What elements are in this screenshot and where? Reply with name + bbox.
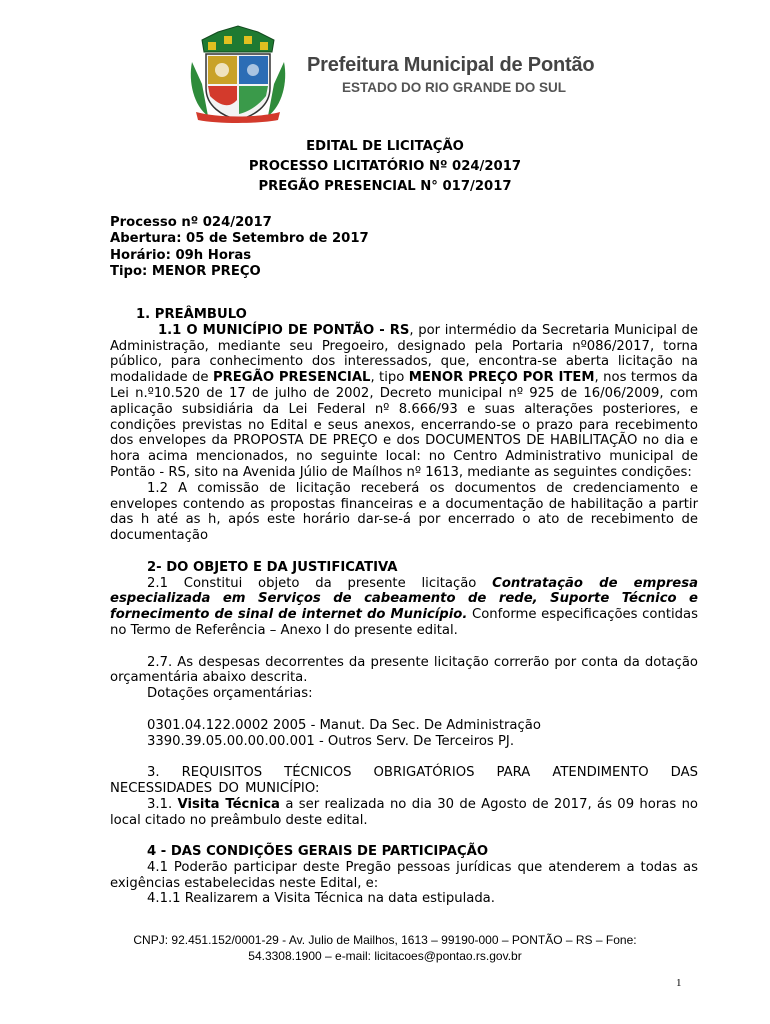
municipal-coat-of-arms-icon <box>188 22 288 124</box>
auction-number-title: PREGÃO PRESENCIAL N° 017/2017 <box>258 179 512 194</box>
paragraph-text: 2.1 Constitui objeto da presente licitação <box>147 575 493 591</box>
paragraph-bold: PREGÃO PRESENCIAL <box>212 370 371 386</box>
section-heading-object: 2- DO OBJETO E DA JUSTIFICATIVA <box>147 559 398 575</box>
paragraph-text: 3.1. <box>147 796 178 812</box>
process-number-title: PROCESSO LICITATÓRIO Nº 024/2017 <box>248 159 522 174</box>
paragraph-text: , nos termos da Lei n.º10.520 de 17 de julho de 2002, Decreto municipal nº 925 de 16/06/2009, com aplicação subsidiária da Lei Federal nº 8.666/93 e suas alterações posteriores, e condições previstas no Edital e seus anexos, encerrando-se o prazo para recebimento dos envelopes da PROPOSTA DE PREÇO e dos DOCUMENTOS DE HABILITAÇÃO no dia e hora acima mencionados, no seguinte local: no Centro Administrativo municipal de Pontão - RS, sito na Avenida Júlio de Maílhos nº 1613, mediante as seguintes condições: <box>110 370 698 480</box>
paragraph-bold: MENOR PREÇO POR ITEM <box>408 370 595 386</box>
bid-type: Tipo: MENOR PREÇO <box>110 264 261 280</box>
document-title: EDITAL DE LICITAÇÃO <box>306 139 464 154</box>
paragraph-3-1 <box>110 797 698 829</box>
page-number: 1 <box>676 977 682 989</box>
paragraph-text: , por intermédio da Secretaria Municipal de Administração, mediante seu Pregoeiro, designado pela Portaria nº086/2017, torna público, para conhecimento dos interessados, que, encontra-se aberta licitação na modalidade de <box>110 322 698 386</box>
paragraph-text: Conforme especificações contidas no Termo de Referência – Anexo I do presente edital. <box>110 607 698 638</box>
paragraph-1-1 <box>110 323 698 481</box>
process-info <box>110 215 369 281</box>
opening-time: Horário: 09h Horas <box>110 247 252 263</box>
paragraph-bold-italic: Contratação de empresa especializada em Serviços de cabeamento de rede, Suporte Técnico e fornecimento de sinal de internet do Município. <box>110 575 699 623</box>
section-heading-participation: 4 - DAS CONDIÇÕES GERAIS DE PARTICIPAÇÃO <box>147 844 489 860</box>
paragraph-1-2: 1.2 A comissão de licitação receberá os documentos de credenciamento e envelopes contendo as propostas financeiras e a documentação de habilitação a partir das h até as h, após este horário dar-se-á por encerrado o ato de recebimento de documentação <box>110 480 698 544</box>
paragraph-lead: 1.1 O MUNICÍPIO DE PONTÃO - RS <box>158 322 410 338</box>
section-heading-preamble: 1. PREÂMBULO <box>136 307 247 322</box>
section-heading-requirements: 3. REQUISITOS TÉCNICOS OBRIGATÓRIOS PARA ATENDIMENTO DAS NECESSIDADES DO MUNICÍPIO: <box>110 765 698 796</box>
budget-label: Dotações orçamentárias: <box>147 686 313 702</box>
document-body <box>110 307 698 907</box>
paragraph-bold: Visita Técnica <box>177 796 280 812</box>
process-number: Processo nº 024/2017 <box>110 215 272 230</box>
paragraph-2-1 <box>110 576 698 639</box>
budget-line-1: 0301.04.122.0002 2005 - Manut. Da Sec. De Administração <box>147 717 541 733</box>
paragraph-4-1-1: 4.1.1 Realizarem a Visita Técnica na data estipulada. <box>147 891 495 907</box>
municipality-name: Prefeitura Municipal de Pontão <box>307 54 595 76</box>
opening-date: Abertura: 05 de Setembro de 2017 <box>110 231 369 247</box>
budget-line-2: 3390.39.05.00.00.00.001 - Outros Serv. De Terceiros PJ. <box>147 733 515 749</box>
paragraph-text: , tipo <box>370 370 409 386</box>
footer-contact: 54.3308.1900 – e-mail: licitacoes@pontao.rs.gov.br <box>248 949 522 963</box>
state-name: ESTADO DO RIO GRANDE DO SUL <box>342 80 567 95</box>
paragraph-4-1: 4.1 Poderão participar deste Pregão pessoas jurídicas que atenderem a todas as exigências estabelecidas neste Edital, e: <box>110 859 698 891</box>
document-title-block <box>0 137 770 197</box>
footer-address: CNPJ: 92.451.152/0001-29 - Av. Julio de Mailhos, 1613 – 99190-000 – PONTÃO – RS – Fone: <box>133 933 637 947</box>
paragraph-text: a ser realizada no dia 30 de Agosto de 2017, ás 09 horas no local citado no preâmbulo deste edital. <box>110 796 699 828</box>
page-footer <box>0 932 770 964</box>
letterhead <box>0 0 770 130</box>
paragraph-2-7: 2.7. As despesas decorrentes da presente licitação correrão por conta da dotação orçamentária abaixo descrita. <box>110 654 698 686</box>
